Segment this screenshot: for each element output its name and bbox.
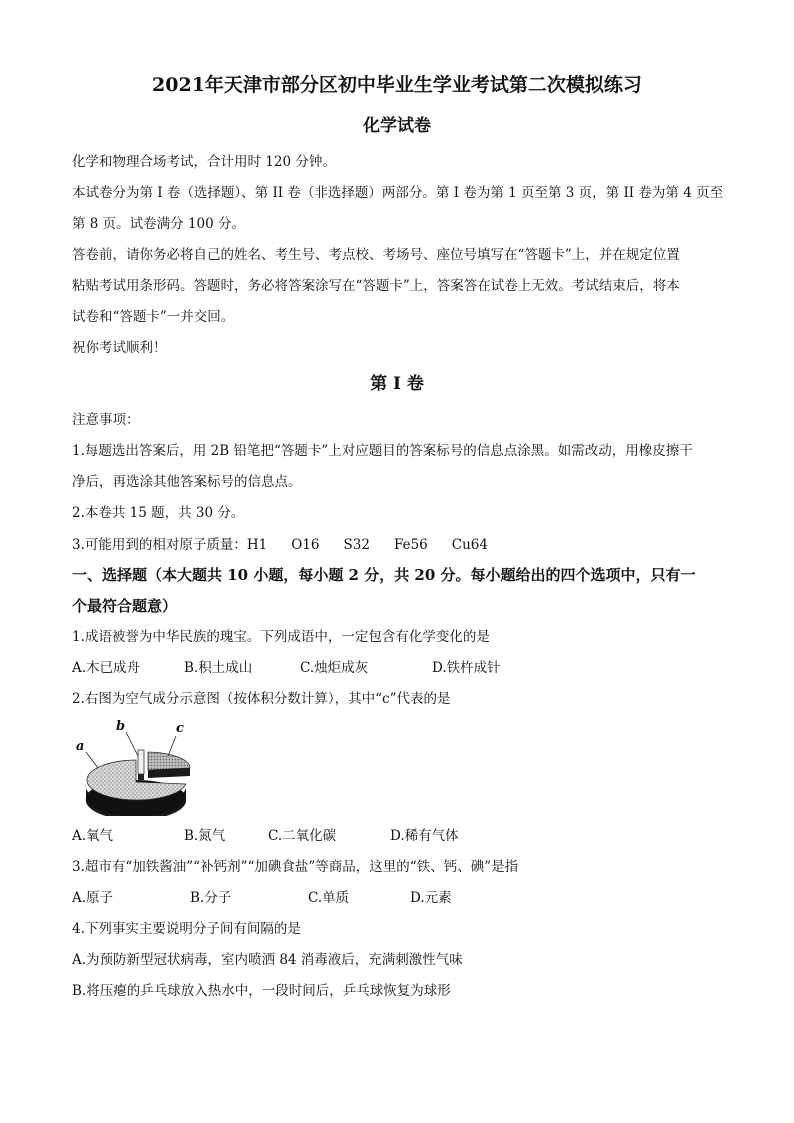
q4-option-a: A.为预防新型冠状病毒，室内喷洒 84 消毒液后，充满刺激性气味 (72, 952, 463, 968)
exam-title: 2021年天津市部分区初中毕业生学业考试第二次模拟练习 (152, 74, 642, 96)
q2-option-b: B.氮气 (184, 828, 226, 844)
intro-line-1: 化学和物理合场考试，合计用时 120 分钟。 (72, 154, 336, 170)
q2-option-a: A.氧气 (72, 828, 114, 844)
atomic-mass-item: H1 (246, 537, 268, 553)
atomic-mass-item: Cu64 (451, 537, 488, 553)
intro-line-4: 答卷前，请你务必将自己的姓名、考生号、考点校、考场号、座位号填写在“答题卡”上，并在规定位置 (72, 247, 680, 263)
intro-line-5: 粘贴考试用条形码。答题时，务必将答案涂写在“答题卡”上，答案答在试卷上无效。考试结束后，将本 (72, 278, 680, 294)
q1-option-b: B.积土成山 (184, 660, 253, 676)
pie-leader-a (86, 752, 98, 768)
q4-option-b: B.将压瘪的乒乓球放入热水中，一段时间后，乒乓球恢复为球形 (72, 983, 451, 999)
pie-label-b: b (116, 719, 126, 734)
intro-line-3: 第 8 页。试卷满分 100 分。 (72, 216, 246, 232)
intro-line-2: 本试卷分为第 I 卷（选择题）、第 II 卷（非选择题）两部分。第 I 卷为第 1 页至第 3 页，第 II 卷为第 4 页至 (72, 185, 724, 201)
air-composition-pie-figure (72, 716, 204, 816)
notice-label: 注意事项： (72, 412, 140, 428)
q1-option-d: D.铁杵成针 (432, 660, 501, 676)
section-1-heading-a: 一、选择题（本大题共 10 小题，每小题 2 分，共 20 分。每小题给出的四个选项中，只有一 (72, 566, 696, 584)
atomic-mass-list (247, 534, 512, 553)
q3-option-b: B.分子 (190, 890, 232, 906)
notice-1b: 净后，再选涂其他答案标号的信息点。 (72, 474, 302, 490)
q3-stem: 3.超市有“加铁酱油”“补钙剂”“加碘食盐”等商品，这里的“铁、钙、碘”是指 (72, 859, 519, 875)
volume-1-title: 第 I 卷 (370, 374, 424, 394)
pie-label-a: a (76, 739, 85, 754)
pie-sector-b (138, 750, 144, 774)
q2-option-c: C.二氧化碳 (268, 828, 337, 844)
q3-option-a: A.原子 (72, 890, 114, 906)
atomic-mass-item: S32 (343, 537, 370, 553)
q1-option-a: A.木已成舟 (72, 660, 141, 676)
q4-stem: 4.下列事实主要说明分子间有间隔的是 (72, 921, 301, 937)
q1-stem: 1.成语被誉为中华民族的瑰宝。下列成语中，一定包含有化学变化的是 (72, 629, 490, 645)
pie-sector-c (148, 752, 190, 770)
pie-leader-b (126, 732, 138, 756)
notice-1a: 1.每题选出答案后，用 2B 铅笔把“答题卡”上对应题目的答案标号的信息点涂黑。如需改动，用橡皮擦干 (72, 443, 693, 459)
notice-3 (72, 534, 722, 554)
atomic-mass-item: O16 (291, 537, 320, 553)
q2-stem: 2.右图为空气成分示意图（按体积分数计算），其中“c”代表的是 (72, 691, 451, 707)
q3-option-d: D.元素 (410, 890, 452, 906)
exam-subtitle: 化学试卷 (363, 116, 431, 136)
q1-option-c: C.烛炬成灰 (300, 660, 369, 676)
intro-line-6: 试卷和“答题卡”一并交回。 (72, 309, 235, 325)
q3-option-c: C.单质 (308, 890, 350, 906)
atomic-mass-item: Fe56 (393, 537, 428, 553)
pie-leader-c (168, 736, 176, 756)
pie-label-c: c (176, 721, 184, 736)
intro-line-7: 祝你考试顺利！ (72, 340, 167, 356)
notice-3-label: 3.可能用到的相对原子质量： (72, 537, 247, 553)
notice-2: 2.本卷共 15 题，共 30 分。 (72, 505, 245, 521)
q2-option-d: D.稀有气体 (390, 828, 459, 844)
section-1-heading-b: 个最符合题意） (72, 597, 178, 615)
pie-sector-b-side (138, 774, 144, 780)
